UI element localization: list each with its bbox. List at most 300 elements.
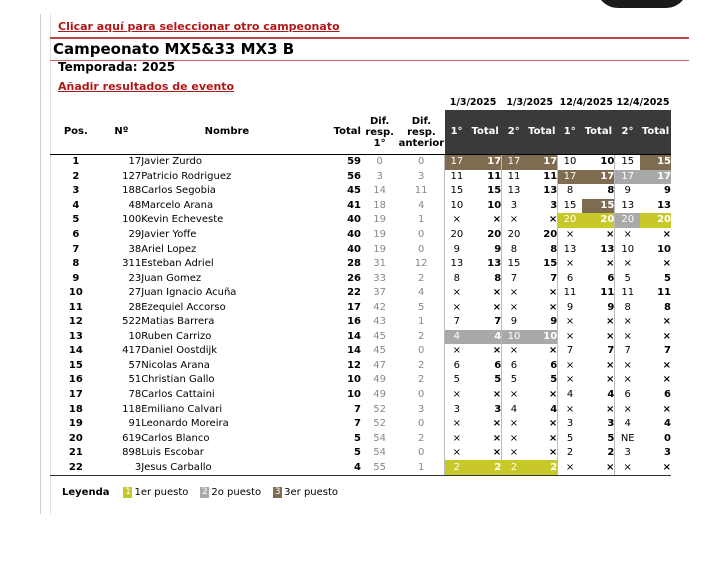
race-total-cell: 11 xyxy=(600,287,615,299)
dif-prev-cell: 3 xyxy=(417,403,425,415)
camera-notch xyxy=(596,0,688,8)
table-row xyxy=(50,315,671,330)
rider-number-cell: 522 xyxy=(122,316,142,328)
dif-prev-cell: 0 xyxy=(398,155,444,170)
position-cell: 7 xyxy=(72,243,80,255)
rider-name-cell: Matias Barrera xyxy=(141,316,215,328)
col-name: Nombre xyxy=(204,126,250,137)
race-points-cell: 2 xyxy=(502,460,526,475)
race-total-cell: 17 xyxy=(640,170,671,185)
race-points-cell: 9 xyxy=(502,315,526,330)
race-points-cell: × xyxy=(615,228,640,243)
rider-name-cell: Esteban Adriel xyxy=(141,258,214,270)
race-points-cell: 11 xyxy=(558,286,582,301)
race-points-cell: 15 xyxy=(615,155,640,170)
race-total-cell: 13 xyxy=(487,258,502,270)
race-points-cell: × xyxy=(502,446,526,461)
race-total-cell: × xyxy=(548,447,558,459)
race-points-cell: 9 xyxy=(615,184,640,199)
race-total-cell: 9 xyxy=(494,243,502,255)
race-points-cell: 17 xyxy=(502,155,526,170)
event-date: 12/4/2025 xyxy=(559,97,613,108)
legend xyxy=(62,487,350,498)
rider-number-cell: 311 xyxy=(122,258,142,270)
select-championship-link[interactable]: Clicar aquí para seleccionar otro campeonato xyxy=(58,20,340,33)
table-row xyxy=(50,271,671,286)
position-cell: 1 xyxy=(50,155,102,170)
race-points-cell: 2 xyxy=(558,446,582,461)
rider-name-cell: Ariel Lopez xyxy=(141,243,197,255)
race-total-cell: × xyxy=(582,460,615,475)
race-points-cell: × xyxy=(502,431,526,446)
dif-first-cell: 47 xyxy=(373,359,387,371)
col-race: 1° xyxy=(445,110,469,155)
race-points-cell: 7 xyxy=(445,315,469,330)
dif-prev-cell: 2 xyxy=(417,374,425,386)
race-points-cell: 6 xyxy=(502,359,526,374)
event-date: 1/3/2025 xyxy=(449,97,497,108)
position-cell: 4 xyxy=(72,199,80,211)
race-points-cell: 20 xyxy=(558,213,582,228)
race-points-cell: 10 xyxy=(615,242,640,257)
rider-number-cell: 619 xyxy=(122,432,142,444)
race-points-cell: × xyxy=(615,359,640,374)
legend-silver-swatch: 2 xyxy=(202,487,208,497)
race-points-cell: 10 xyxy=(558,155,582,170)
dif-first-cell: 45 xyxy=(373,330,387,342)
rider-number-cell: 78 xyxy=(128,389,142,401)
dif-first-cell: 52 xyxy=(373,418,387,430)
race-points-cell: × xyxy=(615,402,640,417)
race-total-cell: 15 xyxy=(487,185,502,197)
table-row xyxy=(50,417,671,432)
race-total-cell: 5 xyxy=(607,432,615,444)
dif-first-cell: 31 xyxy=(373,258,387,270)
dif-first-l1: Dif. xyxy=(369,115,390,127)
position-cell: 20 xyxy=(68,432,83,444)
dif-first-cell: 54 xyxy=(373,447,387,459)
standings-body xyxy=(50,155,671,476)
dif-prev-cell: 1 xyxy=(398,460,444,475)
dif-first-cell: 45 xyxy=(373,345,387,357)
race-points-cell: 9 xyxy=(445,242,469,257)
dif-prev-cell: 2 xyxy=(417,330,425,342)
dif-first-cell: 3 xyxy=(376,170,383,182)
position-cell: 5 xyxy=(72,214,80,226)
race-total-cell: × xyxy=(662,316,671,328)
race-points-cell: 5 xyxy=(615,271,640,286)
legend-bronze-swatch: 3 xyxy=(274,487,281,497)
rider-name-cell: Emiliano Calvari xyxy=(141,403,223,415)
race-total-cell: 7 xyxy=(607,345,615,357)
race-points-cell: 8 xyxy=(615,300,640,315)
rider-number-cell: 127 xyxy=(122,170,142,182)
position-cell: 22 xyxy=(50,460,102,475)
dif-first-l3: 1° xyxy=(373,137,386,149)
table-row xyxy=(50,155,671,170)
rider-name-cell: Carlos Blanco xyxy=(141,432,210,444)
rider-name-cell: Nicolas Arana xyxy=(141,359,210,371)
rider-number-cell: 51 xyxy=(128,374,142,386)
rider-number-cell: 898 xyxy=(122,447,142,459)
col-dif-prev xyxy=(398,110,444,155)
dif-first-cell: 0 xyxy=(361,155,398,170)
race-total-cell: 20 xyxy=(582,213,615,228)
dif-prev-cell: 3 xyxy=(417,170,425,182)
race-total-cell: × xyxy=(662,359,671,371)
col-race-total: Total xyxy=(640,110,671,155)
legend-gold-swatch: 1 xyxy=(125,487,131,497)
rider-name-cell: Javier Zurdo xyxy=(141,155,312,170)
race-points-cell: 17 xyxy=(445,155,469,170)
total-points-cell: 45 xyxy=(347,185,361,197)
race-points-cell: NE xyxy=(615,431,640,446)
col-race-total: Total xyxy=(469,110,502,155)
table-row xyxy=(50,242,671,257)
race-total-cell: 6 xyxy=(494,359,502,371)
race-total-cell: × xyxy=(492,345,502,357)
total-points-cell: 14 xyxy=(347,330,361,342)
race-points-cell: 11 xyxy=(445,170,469,185)
race-total-cell: × xyxy=(605,258,615,270)
race-points-cell: 11 xyxy=(502,170,526,185)
col-race: 1° xyxy=(558,110,582,155)
dif-prev-cell: 0 xyxy=(417,389,425,401)
rider-name-cell: Juan Ignacio Acuña xyxy=(141,287,237,299)
race-points-cell: 20 xyxy=(502,228,526,243)
position-cell: 10 xyxy=(68,287,83,299)
race-points-cell: 3 xyxy=(502,199,526,214)
rider-name-cell: Leonardo Moreira xyxy=(141,418,229,430)
table-header xyxy=(50,110,671,155)
race-points-cell: × xyxy=(615,460,640,475)
race-total-cell: 0 xyxy=(664,432,671,444)
dif-prev-l3: anterior xyxy=(398,137,445,149)
dif-first-cell: 19 xyxy=(373,243,387,255)
col-race: 2° xyxy=(502,110,526,155)
race-total-cell: 17 xyxy=(469,155,502,170)
rider-number-cell: 27 xyxy=(128,287,142,299)
race-points-cell: × xyxy=(615,315,640,330)
race-points-cell: 13 xyxy=(502,184,526,199)
race-total-cell: 13 xyxy=(543,185,558,197)
race-points-cell: 10 xyxy=(445,199,469,214)
total-points-cell: 12 xyxy=(347,359,361,371)
race-points-cell: × xyxy=(445,300,469,315)
race-total-cell: 13 xyxy=(600,243,615,255)
total-points-cell: 59 xyxy=(313,155,361,170)
add-results-link[interactable]: Añadir resultados de evento xyxy=(58,80,235,93)
race-total-cell: × xyxy=(605,330,615,342)
dif-prev-cell: 0 xyxy=(417,418,425,430)
rider-number-cell: 57 xyxy=(128,359,142,371)
race-total-cell: 8 xyxy=(494,272,502,284)
race-points-cell: 5 xyxy=(445,373,469,388)
race-points-cell: 6 xyxy=(445,359,469,374)
rider-number-cell: 417 xyxy=(122,345,142,357)
race-total-cell: × xyxy=(548,301,558,313)
dif-prev-cell: 4 xyxy=(417,199,425,211)
dif-prev-cell: 2 xyxy=(417,359,425,371)
rider-number-cell: 48 xyxy=(128,199,142,211)
rider-name-cell: Luis Escobar xyxy=(141,447,204,459)
top-rule xyxy=(50,37,689,39)
position-cell: 21 xyxy=(68,447,83,459)
col-race: 2° xyxy=(615,110,640,155)
race-total-cell: 17 xyxy=(526,155,558,170)
total-points-cell: 17 xyxy=(347,301,361,313)
race-total-cell: × xyxy=(605,229,615,240)
rider-number-cell: 38 xyxy=(128,243,142,255)
race-total-cell: 7 xyxy=(550,272,558,284)
legend-first: 1er puesto xyxy=(134,487,189,498)
race-points-cell: 7 xyxy=(615,344,640,359)
race-total-cell: 4 xyxy=(550,403,558,415)
rider-name-cell: Patricio Rodriguez xyxy=(141,170,232,182)
race-points-cell: × xyxy=(445,213,469,228)
race-points-cell: 13 xyxy=(615,199,640,214)
race-points-cell: × xyxy=(615,330,640,345)
dif-prev-cell: 2 xyxy=(417,272,425,284)
position-cell: 16 xyxy=(68,374,83,386)
dif-first-cell: 42 xyxy=(373,301,387,313)
dif-first-cell: 49 xyxy=(373,374,387,386)
race-total-cell: 15 xyxy=(543,258,558,270)
dif-prev-cell: 2 xyxy=(417,432,425,444)
rider-number-cell: 28 xyxy=(128,301,142,313)
race-points-cell: 20 xyxy=(445,228,469,243)
race-total-cell: 4 xyxy=(469,330,502,345)
legend-third: 3er puesto xyxy=(284,487,339,498)
position-cell: 2 xyxy=(72,170,80,182)
race-points-cell: 4 xyxy=(558,388,582,403)
dif-prev-cell: 0 xyxy=(417,447,425,459)
race-points-cell: 3 xyxy=(445,402,469,417)
race-points-cell: 8 xyxy=(445,271,469,286)
race-points-cell: 10 xyxy=(502,330,526,345)
dif-prev-cell: 4 xyxy=(417,287,425,299)
col-pos: Pos. xyxy=(63,126,88,137)
col-total: Total xyxy=(333,126,361,137)
table-row xyxy=(50,330,671,345)
table-row xyxy=(50,257,671,272)
race-total-cell: × xyxy=(548,345,558,357)
dif-prev-cell: 11 xyxy=(414,185,428,197)
race-points-cell: 4 xyxy=(615,417,640,432)
race-points-cell: × xyxy=(558,315,582,330)
table-row xyxy=(50,446,671,461)
race-points-cell: 15 xyxy=(445,184,469,199)
race-points-cell: × xyxy=(445,446,469,461)
race-total-cell: 13 xyxy=(657,199,671,211)
race-points-cell: × xyxy=(445,344,469,359)
race-total-cell: 17 xyxy=(582,170,615,185)
total-points-cell: 40 xyxy=(347,229,361,240)
race-total-cell: × xyxy=(492,301,502,313)
table-row xyxy=(50,402,671,417)
total-points-cell: 40 xyxy=(347,243,361,255)
rider-name-cell: Juan Gomez xyxy=(141,272,202,284)
rider-number-cell: 3 xyxy=(102,460,142,475)
rider-number-cell: 100 xyxy=(122,214,142,226)
rider-name-cell: Jesus Carballo xyxy=(141,460,312,475)
race-points-cell: 17 xyxy=(558,170,582,185)
total-points-cell: 10 xyxy=(347,374,361,386)
race-points-cell: 15 xyxy=(502,257,526,272)
dif-first-cell: 14 xyxy=(373,185,387,197)
race-total-cell: × xyxy=(662,374,671,386)
dif-prev-cell: 1 xyxy=(417,214,425,226)
race-total-cell: 10 xyxy=(657,243,671,255)
race-points-cell: × xyxy=(502,213,526,228)
race-total-cell: × xyxy=(548,214,558,226)
total-points-cell: 7 xyxy=(354,403,361,415)
race-points-cell: 13 xyxy=(558,242,582,257)
race-points-cell: × xyxy=(558,228,582,243)
event-dates-row xyxy=(50,96,671,110)
dif-first-cell: 54 xyxy=(373,432,387,444)
race-total-cell: 3 xyxy=(494,403,502,415)
rider-name-cell: Carlos Segobia xyxy=(141,185,216,197)
race-total-cell: × xyxy=(640,460,671,475)
race-total-cell: 20 xyxy=(640,213,671,228)
position-cell: 19 xyxy=(68,418,83,430)
race-points-cell: × xyxy=(445,417,469,432)
race-points-cell: × xyxy=(445,286,469,301)
race-total-cell: 10 xyxy=(582,155,615,170)
position-cell: 8 xyxy=(72,258,80,270)
total-points-cell: 5 xyxy=(354,447,361,459)
position-cell: 18 xyxy=(68,403,83,415)
race-total-cell: 7 xyxy=(494,316,502,328)
race-points-cell: × xyxy=(502,300,526,315)
race-total-cell: 6 xyxy=(607,272,615,284)
race-total-cell: 8 xyxy=(664,301,671,313)
rider-name-cell: Kevin Echeveste xyxy=(141,214,224,226)
standings-table xyxy=(50,96,671,476)
race-total-cell: 9 xyxy=(664,185,671,197)
race-points-cell: 7 xyxy=(502,271,526,286)
table-row xyxy=(50,300,671,315)
total-points-cell: 10 xyxy=(347,389,361,401)
race-total-cell: 9 xyxy=(607,301,615,313)
dif-first-cell: 19 xyxy=(373,214,387,226)
race-total-cell: × xyxy=(605,374,615,386)
table-row xyxy=(50,286,671,301)
race-total-cell: × xyxy=(605,403,615,415)
race-total-cell: × xyxy=(605,316,615,328)
race-total-cell: 5 xyxy=(550,374,558,386)
position-cell: 12 xyxy=(68,316,83,328)
race-total-cell: × xyxy=(548,287,558,299)
race-points-cell: 2 xyxy=(445,460,469,475)
race-total-cell: × xyxy=(662,403,671,415)
race-points-cell: 20 xyxy=(615,213,640,228)
race-points-cell: 11 xyxy=(615,286,640,301)
race-total-cell: 6 xyxy=(664,389,671,401)
race-total-cell: 10 xyxy=(526,330,558,345)
race-points-cell: 5 xyxy=(558,431,582,446)
dif-prev-l1: Dif. xyxy=(411,115,432,127)
race-total-cell: 11 xyxy=(543,170,558,182)
total-points-cell: 5 xyxy=(354,432,361,444)
race-total-cell: 8 xyxy=(607,185,615,197)
race-total-cell: 6 xyxy=(550,359,558,371)
dif-prev-cell: 5 xyxy=(417,301,425,313)
race-total-cell: 20 xyxy=(487,229,502,240)
race-points-cell: × xyxy=(502,417,526,432)
race-points-cell: 4 xyxy=(502,402,526,417)
rider-name-cell: Marcelo Arana xyxy=(141,199,214,211)
dif-first-cell: 18 xyxy=(373,199,387,211)
race-total-cell: 20 xyxy=(543,229,558,240)
rider-number-cell: 17 xyxy=(102,155,142,170)
race-total-cell: 2 xyxy=(607,447,615,459)
col-dif-first xyxy=(361,110,398,155)
legend-second: 2o puesto xyxy=(211,487,262,498)
race-points-cell: 15 xyxy=(558,199,582,214)
dif-first-l2: resp. xyxy=(365,126,394,138)
table-row xyxy=(50,388,671,403)
race-points-cell: 8 xyxy=(502,242,526,257)
rider-name-cell: Javier Yoffe xyxy=(141,229,197,240)
rider-name-cell: Ezequiel Accorso xyxy=(141,301,226,313)
race-total-cell: × xyxy=(662,330,671,342)
race-total-cell: × xyxy=(492,447,502,459)
total-points-cell: 26 xyxy=(347,272,361,284)
total-points-cell: 41 xyxy=(347,199,361,211)
race-points-cell: 3 xyxy=(615,446,640,461)
race-points-cell: × xyxy=(445,388,469,403)
race-total-cell: 3 xyxy=(664,447,671,459)
table-row xyxy=(50,373,671,388)
race-points-cell: 7 xyxy=(558,344,582,359)
race-points-cell: × xyxy=(558,402,582,417)
total-points-cell: 22 xyxy=(347,287,361,299)
dif-prev-cell: 12 xyxy=(414,258,428,270)
dif-prev-l2: resp. xyxy=(407,126,436,138)
race-total-cell: 15 xyxy=(640,155,671,170)
race-total-cell: 9 xyxy=(550,316,558,328)
total-points-cell: 56 xyxy=(347,170,361,182)
race-points-cell: × xyxy=(558,330,582,345)
season-label: Temporada: 2025 xyxy=(58,60,176,74)
race-points-cell: 6 xyxy=(558,271,582,286)
race-total-cell: 11 xyxy=(487,170,502,182)
table-row xyxy=(50,431,671,446)
race-total-cell: 7 xyxy=(664,345,671,357)
race-total-cell: 15 xyxy=(582,199,615,214)
rider-name-cell: Christian Gallo xyxy=(141,374,215,386)
race-total-cell: 3 xyxy=(607,418,615,430)
race-points-cell: × xyxy=(558,257,582,272)
position-cell: 11 xyxy=(68,301,83,313)
race-points-cell: × xyxy=(558,373,582,388)
race-points-cell: × xyxy=(558,460,582,475)
race-total-cell: × xyxy=(492,432,502,444)
race-total-cell: 2 xyxy=(526,460,558,475)
dif-prev-cell: 0 xyxy=(417,345,425,357)
table-row xyxy=(50,184,671,199)
position-cell: 17 xyxy=(68,389,83,401)
position-cell: 15 xyxy=(68,359,83,371)
race-total-cell: × xyxy=(548,432,558,444)
race-points-cell: × xyxy=(502,388,526,403)
col-race-total: Total xyxy=(582,110,615,155)
rider-name-cell: Daniel Oostdijk xyxy=(141,345,218,357)
race-total-cell: 2 xyxy=(469,460,502,475)
race-points-cell: × xyxy=(445,431,469,446)
